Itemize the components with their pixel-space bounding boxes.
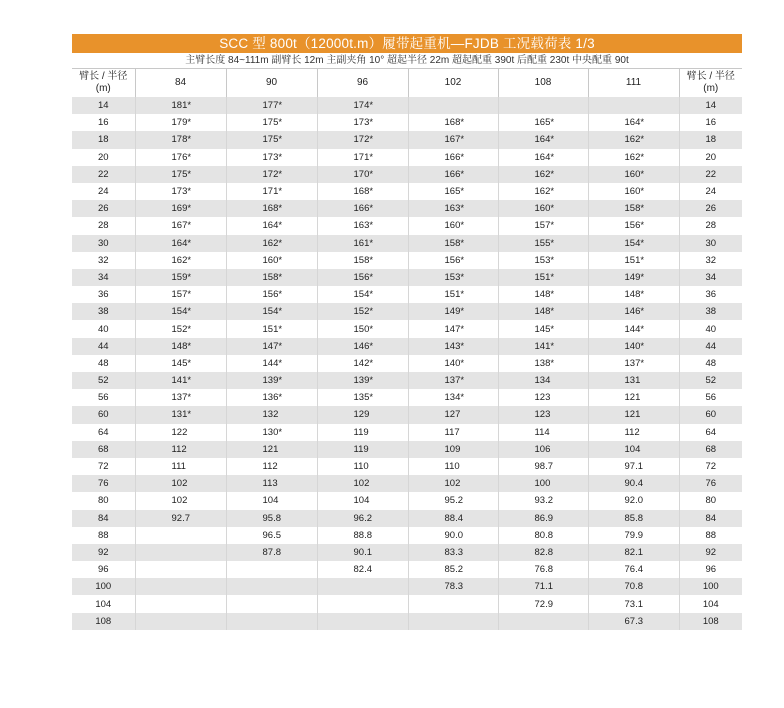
load-value-cell: 140* [588, 338, 679, 355]
radius-cell-right: 60 [679, 406, 742, 423]
load-value-cell: 159* [135, 269, 226, 286]
load-value-cell: 137* [408, 372, 498, 389]
chart-title: SCC 型 800t（12000t.m）履带起重机—FJDB 工况载荷表 1/3 [72, 34, 742, 53]
load-value-cell: 166* [408, 166, 498, 183]
load-value-cell: 173* [317, 114, 408, 131]
right-header-label: 臂长 / 半径 [686, 71, 735, 82]
load-value-cell: 140* [408, 355, 498, 372]
load-value-cell: 172* [317, 131, 408, 148]
load-value-cell: 153* [408, 269, 498, 286]
load-value-cell: 175* [135, 166, 226, 183]
table-row [72, 492, 742, 509]
right-header-cell [679, 69, 742, 98]
load-value-cell: 132 [226, 406, 317, 423]
table-row [72, 613, 742, 630]
radius-cell-left: 38 [72, 303, 135, 320]
table-row [72, 166, 742, 183]
load-value-cell: 88.8 [317, 527, 408, 544]
load-value-cell: 121 [226, 441, 317, 458]
load-value-cell: 158* [408, 235, 498, 252]
table-row [72, 320, 742, 337]
boom-length-header: 108 [498, 69, 588, 98]
load-value-cell [408, 595, 498, 612]
load-value-cell: 142* [317, 355, 408, 372]
load-value-cell: 151* [226, 320, 317, 337]
table-row [72, 252, 742, 269]
table-row [72, 561, 742, 578]
load-value-cell: 102 [135, 475, 226, 492]
load-table [72, 68, 742, 630]
load-value-cell: 70.8 [588, 578, 679, 595]
table-row [72, 372, 742, 389]
load-value-cell: 164* [135, 235, 226, 252]
load-value-cell [226, 613, 317, 630]
load-value-cell [317, 578, 408, 595]
radius-cell-left: 30 [72, 235, 135, 252]
radius-cell-right: 104 [679, 595, 742, 612]
load-value-cell: 139* [317, 372, 408, 389]
load-value-cell: 113 [226, 475, 317, 492]
boom-length-header: 111 [588, 69, 679, 98]
load-value-cell: 148* [498, 286, 588, 303]
radius-cell-right: 14 [679, 97, 742, 114]
load-chart-sheet [72, 34, 742, 630]
load-value-cell: 83.3 [408, 544, 498, 561]
header-row [72, 69, 742, 98]
load-value-cell: 179* [135, 114, 226, 131]
radius-cell-left: 100 [72, 578, 135, 595]
load-value-cell: 154* [135, 303, 226, 320]
load-value-cell: 131* [135, 406, 226, 423]
radius-cell-right: 84 [679, 510, 742, 527]
load-value-cell: 148* [588, 286, 679, 303]
load-value-cell: 152* [135, 320, 226, 337]
load-value-cell: 150* [317, 320, 408, 337]
load-value-cell: 67.3 [588, 613, 679, 630]
load-value-cell: 169* [135, 200, 226, 217]
radius-cell-right: 88 [679, 527, 742, 544]
load-value-cell: 170* [317, 166, 408, 183]
boom-length-header: 84 [135, 69, 226, 98]
radius-cell-left: 76 [72, 475, 135, 492]
radius-cell-right: 20 [679, 149, 742, 166]
boom-length-header: 96 [317, 69, 408, 98]
load-value-cell: 90.1 [317, 544, 408, 561]
table-row [72, 355, 742, 372]
radius-cell-right: 18 [679, 131, 742, 148]
load-value-cell: 149* [588, 269, 679, 286]
load-value-cell: 82.1 [588, 544, 679, 561]
load-value-cell: 172* [226, 166, 317, 183]
load-value-cell [226, 561, 317, 578]
load-value-cell: 158* [588, 200, 679, 217]
table-row [72, 389, 742, 406]
load-value-cell [498, 613, 588, 630]
load-value-cell: 137* [135, 389, 226, 406]
load-value-cell: 134* [408, 389, 498, 406]
radius-cell-right: 38 [679, 303, 742, 320]
load-value-cell: 129 [317, 406, 408, 423]
boom-length-header: 102 [408, 69, 498, 98]
table-row [72, 424, 742, 441]
load-value-cell: 144* [226, 355, 317, 372]
load-value-cell: 177* [226, 97, 317, 114]
load-value-cell: 143* [408, 338, 498, 355]
load-value-cell: 104 [317, 492, 408, 509]
load-value-cell: 148* [135, 338, 226, 355]
load-value-cell: 95.2 [408, 492, 498, 509]
left-header-label: 臂长 / 半径 [79, 71, 128, 82]
table-body [72, 97, 742, 630]
load-value-cell: 141* [498, 338, 588, 355]
load-value-cell: 102 [408, 475, 498, 492]
load-value-cell: 144* [588, 320, 679, 337]
load-value-cell: 156* [588, 217, 679, 234]
load-value-cell: 80.8 [498, 527, 588, 544]
radius-cell-right: 52 [679, 372, 742, 389]
load-value-cell: 131 [588, 372, 679, 389]
load-value-cell: 119 [317, 441, 408, 458]
radius-cell-right: 30 [679, 235, 742, 252]
load-value-cell: 146* [588, 303, 679, 320]
load-value-cell: 158* [317, 252, 408, 269]
load-value-cell: 82.8 [498, 544, 588, 561]
load-value-cell: 127 [408, 406, 498, 423]
load-value-cell: 160* [588, 183, 679, 200]
load-value-cell [135, 527, 226, 544]
load-value-cell: 73.1 [588, 595, 679, 612]
load-value-cell: 93.2 [498, 492, 588, 509]
load-value-cell: 145* [135, 355, 226, 372]
load-value-cell [135, 544, 226, 561]
load-value-cell: 121 [588, 406, 679, 423]
load-value-cell: 164* [498, 131, 588, 148]
load-value-cell [226, 595, 317, 612]
load-value-cell: 104 [226, 492, 317, 509]
load-value-cell: 164* [226, 217, 317, 234]
load-value-cell [408, 97, 498, 114]
load-value-cell: 161* [317, 235, 408, 252]
load-value-cell: 92.0 [588, 492, 679, 509]
radius-cell-right: 80 [679, 492, 742, 509]
radius-cell-right: 108 [679, 613, 742, 630]
load-value-cell: 110 [408, 458, 498, 475]
table-row [72, 235, 742, 252]
load-value-cell: 156* [317, 269, 408, 286]
load-value-cell: 154* [317, 286, 408, 303]
load-value-cell: 156* [408, 252, 498, 269]
load-value-cell: 96.5 [226, 527, 317, 544]
load-value-cell: 158* [226, 269, 317, 286]
radius-cell-left: 34 [72, 269, 135, 286]
load-value-cell: 164* [498, 149, 588, 166]
table-row [72, 527, 742, 544]
load-value-cell: 160* [588, 166, 679, 183]
load-value-cell: 88.4 [408, 510, 498, 527]
load-value-cell: 79.9 [588, 527, 679, 544]
load-value-cell: 106 [498, 441, 588, 458]
load-value-cell: 85.2 [408, 561, 498, 578]
radius-cell-right: 64 [679, 424, 742, 441]
radius-cell-left: 92 [72, 544, 135, 561]
radius-cell-right: 44 [679, 338, 742, 355]
load-value-cell: 112 [135, 441, 226, 458]
load-value-cell: 166* [317, 200, 408, 217]
load-value-cell: 175* [226, 131, 317, 148]
table-row [72, 149, 742, 166]
load-value-cell: 178* [135, 131, 226, 148]
radius-cell-left: 64 [72, 424, 135, 441]
radius-cell-left: 32 [72, 252, 135, 269]
radius-cell-left: 84 [72, 510, 135, 527]
load-value-cell: 167* [408, 131, 498, 148]
load-value-cell: 168* [408, 114, 498, 131]
load-value-cell: 176* [135, 149, 226, 166]
load-value-cell: 112 [588, 424, 679, 441]
radius-cell-left: 14 [72, 97, 135, 114]
load-value-cell: 76.8 [498, 561, 588, 578]
chart-subtitle: 主臂长度 84~111m 副臂长 12m 主副夹角 10° 超起半径 22m 超起配重 390t 后配重 230t 中央配重 90t [185, 55, 629, 66]
load-value-cell [317, 613, 408, 630]
radius-cell-left: 18 [72, 131, 135, 148]
radius-cell-left: 72 [72, 458, 135, 475]
load-value-cell: 162* [588, 131, 679, 148]
radius-cell-right: 32 [679, 252, 742, 269]
table-row [72, 97, 742, 114]
load-value-cell: 98.7 [498, 458, 588, 475]
radius-cell-left: 36 [72, 286, 135, 303]
table-row [72, 595, 742, 612]
radius-cell-left: 88 [72, 527, 135, 544]
load-value-cell: 148* [498, 303, 588, 320]
load-value-cell: 171* [226, 183, 317, 200]
table-row [72, 183, 742, 200]
table-row [72, 217, 742, 234]
radius-cell-left: 60 [72, 406, 135, 423]
load-value-cell: 102 [135, 492, 226, 509]
load-value-cell: 162* [588, 149, 679, 166]
load-value-cell: 147* [408, 320, 498, 337]
load-value-cell [317, 595, 408, 612]
load-value-cell: 164* [588, 114, 679, 131]
radius-cell-left: 22 [72, 166, 135, 183]
load-value-cell [135, 595, 226, 612]
table-row [72, 114, 742, 131]
load-value-cell: 141* [135, 372, 226, 389]
load-value-cell: 123 [498, 389, 588, 406]
table-row [72, 269, 742, 286]
load-value-cell: 167* [135, 217, 226, 234]
radius-cell-left: 24 [72, 183, 135, 200]
load-value-cell: 165* [498, 114, 588, 131]
radius-cell-left: 44 [72, 338, 135, 355]
load-value-cell: 96.2 [317, 510, 408, 527]
right-header-unit: (m) [703, 83, 719, 94]
load-value-cell: 123 [498, 406, 588, 423]
table-row [72, 200, 742, 217]
radius-cell-left: 16 [72, 114, 135, 131]
radius-cell-right: 48 [679, 355, 742, 372]
load-value-cell: 78.3 [408, 578, 498, 595]
load-value-cell: 136* [226, 389, 317, 406]
load-value-cell: 121 [588, 389, 679, 406]
radius-cell-right: 28 [679, 217, 742, 234]
radius-cell-left: 56 [72, 389, 135, 406]
radius-cell-right: 22 [679, 166, 742, 183]
load-value-cell: 76.4 [588, 561, 679, 578]
load-value-cell: 90.4 [588, 475, 679, 492]
load-value-cell: 168* [226, 200, 317, 217]
load-value-cell: 87.8 [226, 544, 317, 561]
load-value-cell: 149* [408, 303, 498, 320]
radius-cell-right: 34 [679, 269, 742, 286]
table-row [72, 338, 742, 355]
radius-cell-right: 24 [679, 183, 742, 200]
load-value-cell: 137* [588, 355, 679, 372]
load-value-cell: 175* [226, 114, 317, 131]
radius-cell-right: 72 [679, 458, 742, 475]
load-value-cell [588, 97, 679, 114]
table-row [72, 578, 742, 595]
load-value-cell: 145* [498, 320, 588, 337]
table-row [72, 406, 742, 423]
load-value-cell: 130* [226, 424, 317, 441]
radius-cell-left: 108 [72, 613, 135, 630]
load-value-cell: 151* [498, 269, 588, 286]
left-header-unit: (m) [95, 83, 111, 94]
load-value-cell: 154* [226, 303, 317, 320]
load-value-cell: 139* [226, 372, 317, 389]
load-value-cell: 156* [226, 286, 317, 303]
load-value-cell: 146* [317, 338, 408, 355]
radius-cell-left: 96 [72, 561, 135, 578]
load-value-cell [135, 613, 226, 630]
load-value-cell: 112 [226, 458, 317, 475]
load-value-cell: 173* [135, 183, 226, 200]
table-row [72, 131, 742, 148]
table-row [72, 286, 742, 303]
load-value-cell: 160* [226, 252, 317, 269]
load-value-cell: 160* [408, 217, 498, 234]
table-row [72, 458, 742, 475]
load-value-cell: 162* [498, 183, 588, 200]
load-value-cell [135, 578, 226, 595]
radius-cell-left: 20 [72, 149, 135, 166]
table-row [72, 475, 742, 492]
load-value-cell: 135* [317, 389, 408, 406]
table-row [72, 544, 742, 561]
radius-cell-right: 26 [679, 200, 742, 217]
load-value-cell: 153* [498, 252, 588, 269]
load-value-cell: 138* [498, 355, 588, 372]
load-value-cell: 97.1 [588, 458, 679, 475]
load-value-cell: 165* [408, 183, 498, 200]
load-value-cell: 134 [498, 372, 588, 389]
load-value-cell: 160* [498, 200, 588, 217]
load-value-cell [135, 561, 226, 578]
load-value-cell: 122 [135, 424, 226, 441]
load-value-cell: 174* [317, 97, 408, 114]
load-value-cell [498, 97, 588, 114]
radius-cell-left: 80 [72, 492, 135, 509]
radius-cell-left: 104 [72, 595, 135, 612]
radius-cell-left: 28 [72, 217, 135, 234]
load-value-cell: 157* [498, 217, 588, 234]
load-value-cell: 163* [317, 217, 408, 234]
radius-cell-right: 56 [679, 389, 742, 406]
table-row [72, 441, 742, 458]
load-value-cell: 109 [408, 441, 498, 458]
load-value-cell: 71.1 [498, 578, 588, 595]
table-row [72, 510, 742, 527]
load-value-cell: 163* [408, 200, 498, 217]
load-value-cell: 95.8 [226, 510, 317, 527]
radius-cell-left: 52 [72, 372, 135, 389]
radius-cell-left: 40 [72, 320, 135, 337]
load-value-cell: 162* [498, 166, 588, 183]
load-value-cell: 162* [226, 235, 317, 252]
radius-cell-right: 16 [679, 114, 742, 131]
load-value-cell: 168* [317, 183, 408, 200]
load-value-cell: 157* [135, 286, 226, 303]
load-value-cell: 152* [317, 303, 408, 320]
load-value-cell: 111 [135, 458, 226, 475]
load-value-cell [408, 613, 498, 630]
load-value-cell: 100 [498, 475, 588, 492]
load-value-cell: 154* [588, 235, 679, 252]
radius-cell-right: 40 [679, 320, 742, 337]
table-row [72, 303, 742, 320]
load-value-cell: 166* [408, 149, 498, 166]
radius-cell-right: 68 [679, 441, 742, 458]
load-value-cell [226, 578, 317, 595]
load-value-cell: 82.4 [317, 561, 408, 578]
radius-cell-left: 68 [72, 441, 135, 458]
load-value-cell: 155* [498, 235, 588, 252]
load-value-cell: 162* [135, 252, 226, 269]
radius-cell-right: 92 [679, 544, 742, 561]
load-value-cell: 151* [588, 252, 679, 269]
load-value-cell: 117 [408, 424, 498, 441]
load-value-cell: 85.8 [588, 510, 679, 527]
radius-cell-left: 48 [72, 355, 135, 372]
load-value-cell: 104 [588, 441, 679, 458]
left-header-cell [72, 69, 135, 98]
load-value-cell: 151* [408, 286, 498, 303]
load-value-cell: 173* [226, 149, 317, 166]
load-value-cell: 92.7 [135, 510, 226, 527]
load-value-cell: 102 [317, 475, 408, 492]
load-value-cell: 90.0 [408, 527, 498, 544]
load-value-cell: 72.9 [498, 595, 588, 612]
boom-length-header: 90 [226, 69, 317, 98]
load-value-cell: 114 [498, 424, 588, 441]
load-value-cell: 86.9 [498, 510, 588, 527]
load-value-cell: 119 [317, 424, 408, 441]
load-value-cell: 110 [317, 458, 408, 475]
load-value-cell: 147* [226, 338, 317, 355]
load-value-cell: 181* [135, 97, 226, 114]
radius-cell-left: 26 [72, 200, 135, 217]
radius-cell-right: 96 [679, 561, 742, 578]
load-value-cell: 171* [317, 149, 408, 166]
radius-cell-right: 76 [679, 475, 742, 492]
radius-cell-right: 36 [679, 286, 742, 303]
radius-cell-right: 100 [679, 578, 742, 595]
